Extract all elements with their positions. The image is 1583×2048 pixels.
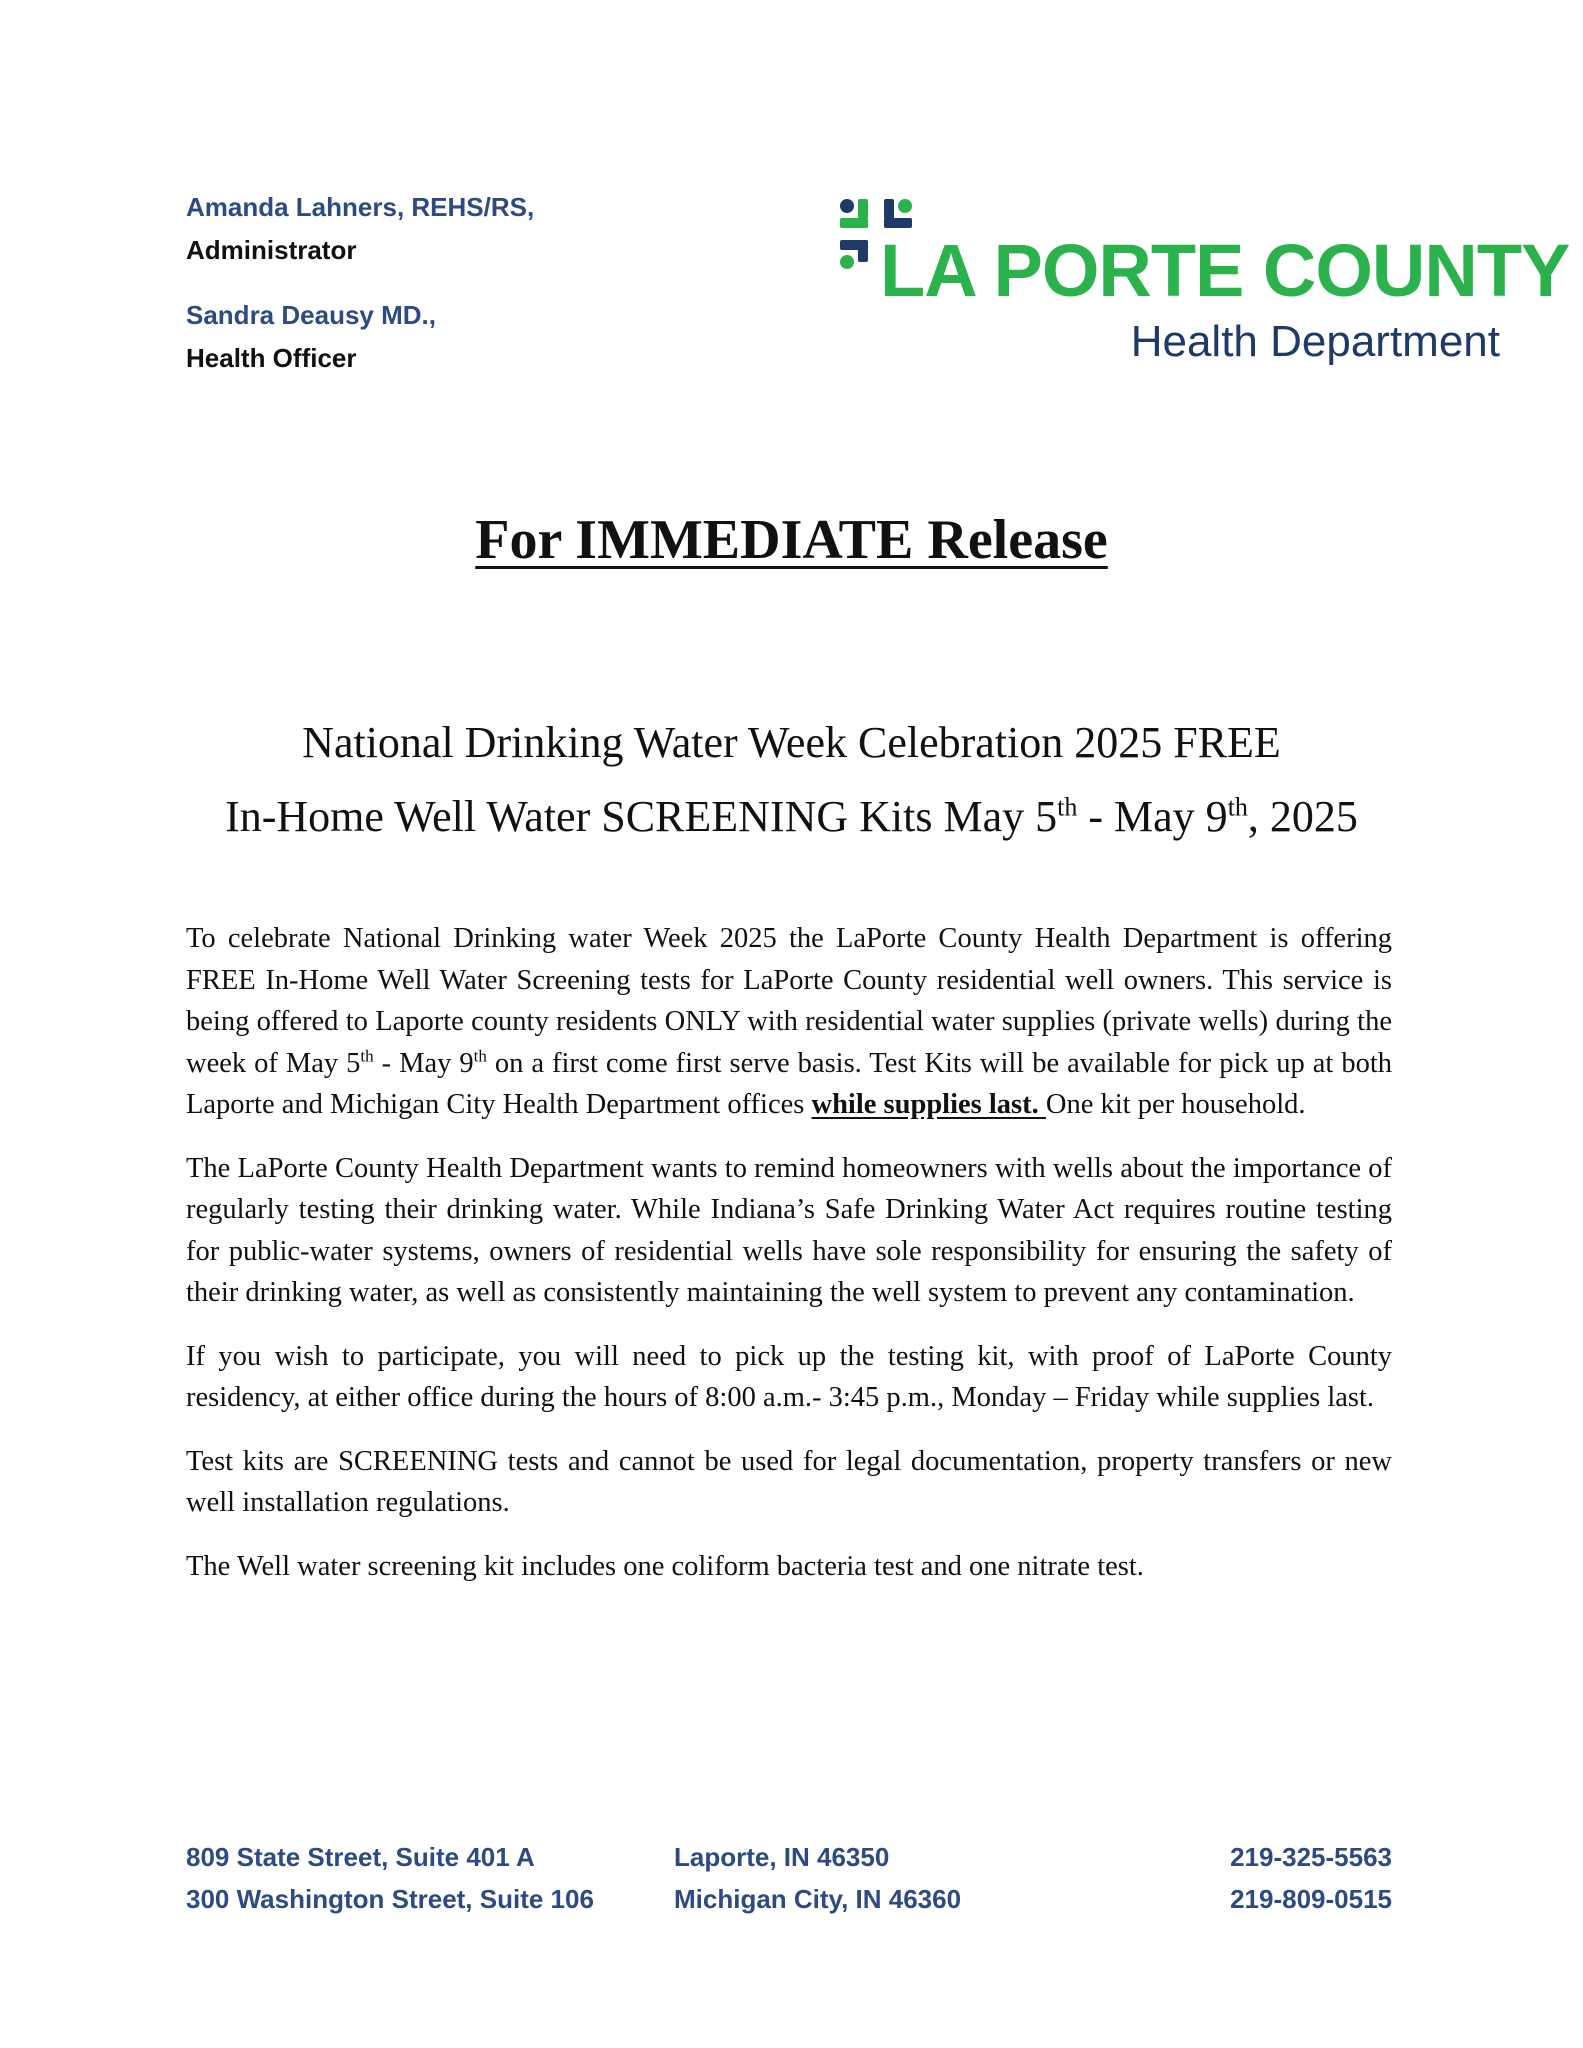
headline-line-2: In-Home Well Water SCREENING Kits May 5th - May 9th, 2025	[225, 792, 1358, 841]
health-officer-title: Health Officer	[186, 343, 357, 373]
logo-county-text: LA PORTE COUNTY	[880, 229, 1570, 312]
paragraph-kit-contents: The Well water screening kit includes one coliform bacteria test and one nitrate test.	[186, 1550, 1144, 1582]
laporte-city: Laporte, IN 46350	[674, 1842, 890, 1872]
laporte-street: 809 State Street, Suite 401 A	[186, 1842, 535, 1872]
laporte-phone: 219-325-5563	[1230, 1842, 1392, 1872]
administrator-title: Administrator	[186, 235, 357, 265]
logo-department-text: Health Department	[1130, 317, 1500, 366]
michigan-city-city: Michigan City, IN 46360	[674, 1884, 962, 1914]
paragraph-reminder: The LaPorte County Health Department wants to remind homeowners with wells about the importance of regularly testing their drinking water. While Indiana’s Safe Drinking Water Act requires routine testing for public-water systems, owners of residential wells have sole responsibility for ensuring the safety of their drinking water, as well as consistently maintaining the well system to prevent any contamination.	[186, 1152, 1392, 1308]
headline	[0, 706, 1583, 854]
paragraph-participation: If you wish to participate, you will need to pick up the testing kit, with proof of LaPorte County residency, at either office during the hours of 8:00 a.m.- 3:45 p.m., Monday – Friday while supplies last.	[186, 1340, 1392, 1413]
county-health-logo	[836, 196, 1570, 376]
press-release-body	[186, 918, 1392, 1609]
footer-row-laporte	[186, 1836, 1392, 1878]
contact-footer	[186, 1836, 1392, 1920]
footer-row-michigan-city	[186, 1878, 1392, 1920]
health-officer-name: Sandra Deausy MD.,	[186, 300, 436, 330]
administrator-name: Amanda Lahners, REHS/RS,	[186, 192, 535, 222]
supplies-notice: while supplies last.	[811, 1089, 1046, 1120]
paragraph-offer: To celebrate National Drinking water Week 2025 the LaPorte County Health Department is offering FREE In-Home Well Water Screening tests for LaPorte County residential well owners. This service is being offered to Laporte county residents ONLY with residential water supplies (private wells) during the week of May 5th - May 9th on a first come first serve basis. Test Kits will be available for pick up at both Laporte and Michigan City Health Department offices while supplies last. One kit per household.	[186, 923, 1393, 1120]
michigan-city-street: 300 Washington Street, Suite 106	[186, 1884, 594, 1914]
paragraph-screening-note: Test kits are SCREENING tests and cannot be used for legal documentation, property transfers or new well installation regulations.	[186, 1445, 1392, 1518]
headline-line-1: National Drinking Water Week Celebration 2025 FREE	[302, 718, 1281, 767]
release-heading: For IMMEDIATE Release	[475, 509, 1108, 571]
staff-block	[186, 186, 534, 380]
michigan-city-phone: 219-809-0515	[1230, 1884, 1392, 1914]
